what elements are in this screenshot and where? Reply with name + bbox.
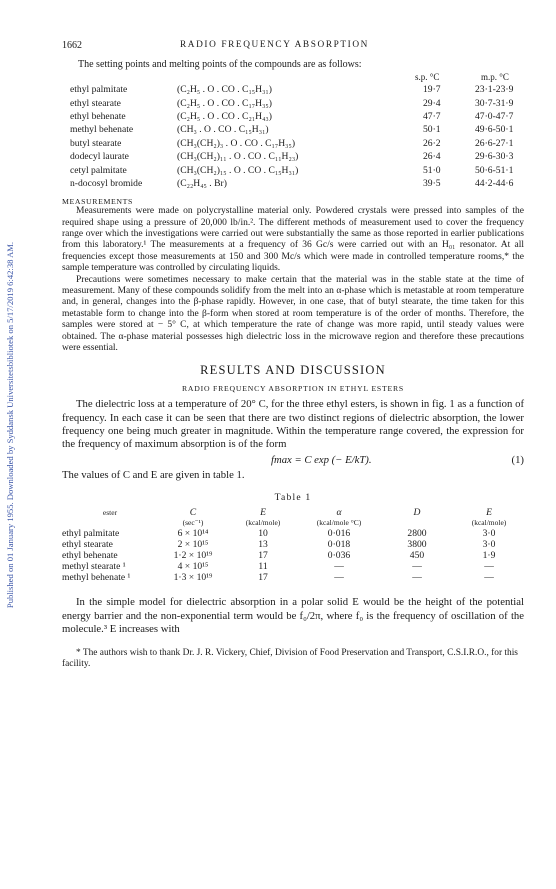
compound-mp: 50·6-51·1: [475, 164, 514, 176]
compounds-header: [62, 71, 524, 83]
cell-e: 17: [258, 549, 268, 561]
th-alpha: α: [336, 507, 342, 519]
results-paragraph: The dielectric loss at a temperature of 20° C, for the three ethyl esters, is shown in fig. 1 as a function of frequency. In each case it can be seen that there are two distinct regions of dielectric absorption, the lower frequency one being much greater in magnitude. Within the temperature range covered, the expression for the frequency of maximum absorption is of the form: [62, 398, 524, 451]
cell-e: 13: [258, 538, 268, 550]
cell-alpha: 0·018: [327, 538, 351, 550]
cell-d: —: [412, 572, 422, 584]
col-sp: s.p. °C: [415, 72, 440, 82]
cell-alpha: —: [334, 561, 344, 573]
compounds-table: [62, 71, 524, 190]
cell-ester: ethyl palmitate: [62, 527, 120, 539]
compound-sp: 51·0: [423, 164, 441, 176]
th-sub-d: [380, 518, 454, 527]
compound-sp: 19·7: [423, 84, 441, 96]
table-row: [62, 550, 524, 561]
cell-c: 1·2 × 10¹⁹: [173, 549, 213, 561]
th-sub-e2: (kcal/mole): [471, 518, 507, 528]
cell-c: 2 × 10¹⁵: [177, 538, 209, 550]
cell-d: —: [412, 561, 422, 573]
compound-name: ethyl palmitate: [70, 84, 128, 96]
cell-e2: 3·0: [482, 538, 496, 550]
compound-row: [62, 150, 524, 163]
table-row: [62, 561, 524, 572]
table-row: [62, 539, 524, 550]
results-subheading: RADIO FREQUENCY ABSORPTION IN ETHYL ESTERS: [181, 384, 405, 394]
table-1-subheader: [62, 518, 524, 527]
equation-number: (1): [511, 454, 524, 467]
equation-expression: fmax = C exp (− E/kT).: [271, 454, 372, 467]
cell-ester: ethyl behenate: [62, 549, 118, 561]
cell-e2: —: [484, 572, 494, 584]
intro-text: The setting points and melting points of the compounds are as follows:: [78, 59, 362, 70]
footnote: * The authors wish to thank Dr. J. R. Vickery, Chief, Division of Food Preservation and Transport, C.S.I.R.O., for this facility.: [62, 647, 518, 670]
compound-mp: 47·0-47·7: [475, 110, 514, 122]
cell-d: 3800: [407, 538, 427, 550]
page-number: 1662: [62, 40, 82, 51]
watermark-text: Published on 01 January 1955. Downloaded by Syddansk Universitetsbibliotek on 5/17/2019 6:42:38 AM.: [5, 241, 15, 609]
compound-sp: 26·4: [423, 151, 441, 163]
compound-formula: (C₂H₅ . O . CO . C₂₁H₄₃): [177, 110, 272, 122]
compound-mp: 23·1-23·9: [475, 84, 514, 96]
download-watermark: [3, 100, 17, 750]
results-heading: RESULTS AND DISCUSSION: [200, 363, 386, 378]
cell-e: 11: [258, 561, 268, 573]
measurements-heading: MEASUREMENTS: [62, 197, 133, 207]
compound-formula: (CH₃ . O . CO . C₁₅H₃₁): [177, 124, 269, 136]
th-ester: ester: [102, 508, 118, 518]
compound-name: methyl behenate: [70, 124, 134, 136]
compound-sp: 26·2: [423, 137, 441, 149]
cell-alpha: —: [334, 572, 344, 584]
compound-formula: (C₂₂H₄₅ . Br): [177, 177, 227, 189]
page-header: [62, 40, 524, 56]
cell-alpha: 0·016: [327, 527, 351, 539]
values-text: The values of C and E are given in table 1.: [62, 469, 245, 482]
table-row: [62, 527, 524, 538]
page-content: [62, 40, 524, 671]
compound-mp: 30·7-31·9: [475, 97, 514, 109]
compound-formula: (CH₃(CH₂)₁₁ . O . CO . C₁₁H₂₃): [177, 151, 299, 163]
cell-ester: methyl behenate ¹: [62, 572, 131, 584]
compound-name: ethyl behenate: [70, 110, 126, 122]
th-sub-alpha: (kcal/mole °C): [316, 518, 362, 528]
compound-row: [62, 83, 524, 96]
compound-sp: 50·1: [423, 124, 441, 136]
compound-formula: (CH₃(CH₂)₃ . O . CO . C₁₇H₃₅): [177, 137, 296, 149]
compound-mp: 26·6-27·1: [475, 137, 514, 149]
cell-alpha: 0·036: [327, 549, 351, 561]
measurements-paragraph-2: Precautions were sometimes necessary to make certain that the material was in the stable state at the time of measurement. Many of these compounds solidify from the melt into an α-phase which is metastable at room temperature and, in general, changes into the β-phase rapidly. However, in one case, that of butyl stearate, the time taken for this metastable form to change into the β-form when stored at room temperature is of the order of months. Therefore, the samples were stored at − 5° C, at which temperature the rate of change was more rapid, until steady values were obtained. The α-phase material possesses high dielectric loss in the microwave region and therefore these precautions were essential.: [62, 274, 524, 353]
table-1-caption: Table 1: [274, 492, 312, 504]
th-sub-c: (sec⁻¹): [182, 518, 204, 528]
th-sub-ester: [62, 518, 158, 527]
compound-row: [62, 96, 524, 109]
cell-c: 4 × 10¹⁵: [177, 561, 209, 573]
cell-c: 1·3 × 10¹⁹: [173, 572, 213, 584]
compound-mp: 49·6-50·1: [475, 124, 514, 136]
compound-sp: 29·4: [423, 97, 441, 109]
compound-name: ethyl stearate: [70, 97, 121, 109]
cell-d: 450: [409, 549, 425, 561]
table-1: [62, 507, 524, 583]
cell-e2: 3·0: [482, 527, 496, 539]
cell-ester: methyl stearate ¹: [62, 561, 126, 573]
th-d: D: [413, 507, 421, 519]
equation-1: [62, 451, 524, 469]
th-e: E: [260, 507, 266, 519]
compound-name: n-docosyl bromide: [70, 177, 143, 189]
cell-c: 6 × 10¹⁴: [177, 527, 209, 539]
compound-formula: (CH₃(CH₂)₁₅ . O . CO . C₁₅H₃₁): [177, 164, 299, 176]
compound-row: [62, 137, 524, 150]
cell-d: 2800: [407, 527, 427, 539]
compound-mp: 29·6-30·3: [475, 151, 514, 163]
table-1-header: [62, 507, 524, 518]
compound-row: [62, 177, 524, 190]
compound-sp: 39·5: [423, 177, 441, 189]
compound-row: [62, 110, 524, 123]
table-row: [62, 572, 524, 583]
measurements-paragraph-1: Measurements were made on polycrystalline material only. Powdered crystals were pressed into samples of the required shape using a pressure of 20,000 lb/in.². The different methods of measurement used to cover the frequency range over which the investigations were carried out were substantially the same as those reported in earlier publications from this laboratory.¹ The measurements at a frequency of 36 Gc/s were carried out with an H₀₁ resonator. At all frequencies except those measurements at 150 and 300 Mc/s which were made in controlled temperature rooms,* the sample temperature was controlled by circulating liquids.: [62, 206, 524, 274]
cell-e: 10: [258, 527, 268, 539]
th-c: C: [189, 507, 197, 519]
compound-formula: (C₂H₅ . O . CO . C₁₅H₃₁): [177, 84, 272, 96]
compound-row: [62, 163, 524, 176]
compound-mp: 44·2-44·6: [475, 177, 514, 189]
model-paragraph: In the simple model for dielectric absorption in a polar solid E would be the height of the potential energy barrier and the non-exponential term would be f₀/2π, where f₀ is the frequency of oscillation of the molecule.³ E increases with: [62, 596, 524, 635]
compound-formula: (C₂H₅ . O . CO . C₁₇H₃₅): [177, 97, 272, 109]
cell-e2: —: [484, 561, 494, 573]
compound-name: dodecyl laurate: [70, 151, 129, 163]
compound-sp: 47·7: [423, 110, 441, 122]
cell-e: 17: [258, 572, 268, 584]
th-sub-e: (kcal/mole): [245, 518, 281, 528]
cell-e2: 1·9: [482, 549, 496, 561]
th-e2: E: [486, 507, 492, 519]
running-title: RADIO FREQUENCY ABSORPTION: [180, 40, 369, 50]
col-mp: m.p. °C: [481, 72, 509, 82]
compound-name: butyl stearate: [70, 137, 122, 149]
compound-row: [62, 123, 524, 136]
cell-ester: ethyl stearate: [62, 538, 113, 550]
compound-name: cetyl palmitate: [70, 164, 127, 176]
